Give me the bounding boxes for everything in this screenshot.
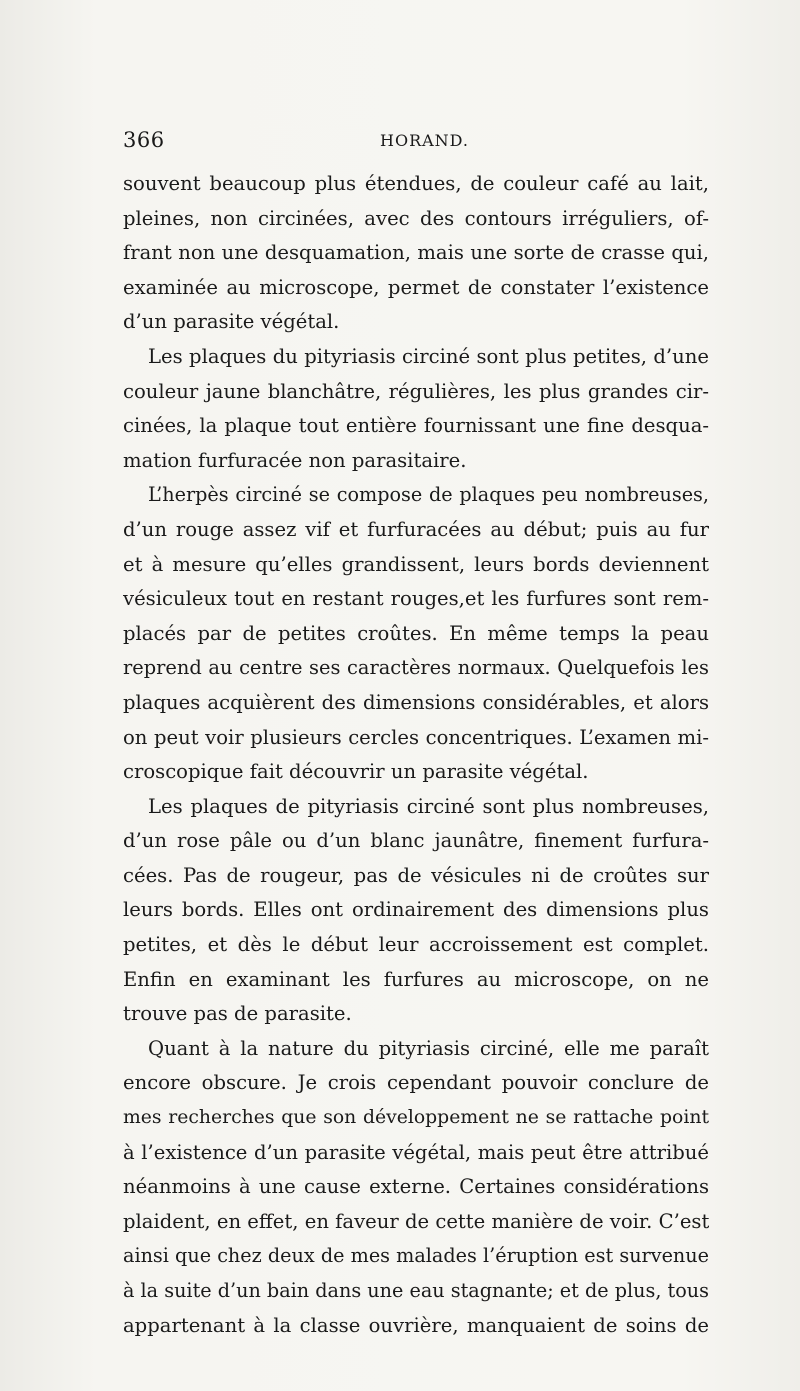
- text-line: leurs bords. Elles ont ordinairement des dimensions plus: [123, 898, 709, 922]
- text-line: néanmoins à une cause externe. Certaines considérations: [123, 1175, 709, 1199]
- text-line: couleur jaune blanchâtre, régulières, les plus grandes cir-: [123, 379, 709, 403]
- text-line: encore obscure. Je crois cependant pouvoir conclure de: [123, 1071, 709, 1095]
- text-line: et à mesure qu’elles grandissent, leurs bords deviennent: [123, 552, 709, 576]
- running-title: HORAND.: [380, 131, 470, 150]
- text-line: ainsi que chez deux de mes malades l’éruption est survenue: [123, 1244, 709, 1268]
- text-line: croscopique fait découvrir un parasite végétal.: [123, 760, 589, 784]
- text-line: mation furfuracée non parasitaire.: [123, 448, 467, 472]
- text-line: plaques acquièrent des dimensions considérables, et alors: [123, 690, 709, 714]
- text-line: cées. Pas de rougeur, pas de vésicules ni de croûtes sur: [123, 863, 709, 887]
- text-line: trouve pas de parasite.: [123, 1002, 352, 1026]
- text-line: cinées, la plaque tout entière fournissant une fine desqua-: [123, 414, 709, 438]
- text-line: d’un parasite végétal.: [123, 310, 340, 334]
- text-line: Quant à la nature du pityriasis circiné, elle me paraît: [148, 1036, 709, 1060]
- text-line: petites, et dès le début leur accroissement est complet.: [123, 933, 709, 957]
- text-line: Les plaques de pityriasis circiné sont plus nombreuses,: [148, 794, 709, 818]
- text-line: Enfin en examinant les furfures au microscope, on ne: [123, 967, 709, 991]
- text-line: frant non une desquamation, mais une sorte de crasse qui,: [123, 241, 709, 265]
- text-line: L’herpès circiné se compose de plaques peu nombreuses,: [148, 483, 709, 507]
- body-text: [123, 167, 709, 1343]
- text-line: plaident, en effet, en faveur de cette manière de voir. C’est: [123, 1209, 709, 1233]
- text-line: on peut voir plusieurs cercles concentriques. L’examen mi-: [123, 725, 709, 749]
- text-line: à l’existence d’un parasite végétal, mais peut être attribué: [123, 1140, 709, 1164]
- text-line: placés par de petites croûtes. En même temps la peau: [123, 621, 709, 645]
- text-line: mes recherches que son développement ne se rattache point: [123, 1107, 709, 1129]
- text-line: examinée au microscope, permet de constater l’existence: [123, 275, 709, 299]
- text-line: à la suite d’un bain dans une eau stagnante; et de plus, tous: [123, 1279, 709, 1302]
- text-line: Les plaques du pityriasis circiné sont plus petites, d’une: [148, 344, 709, 368]
- text-line: d’un rose pâle ou d’un blanc jaunâtre, finement furfura-: [123, 829, 709, 853]
- text-line: souvent beaucoup plus étendues, de couleur café au lait,: [123, 172, 709, 195]
- page-number: 366: [123, 128, 165, 152]
- text-line: appartenant à la classe ouvrière, manquaient de soins de: [123, 1313, 709, 1337]
- text-line: pleines, non circinées, avec des contours irréguliers, of-: [123, 206, 709, 230]
- page-header: [123, 128, 713, 158]
- text-line: vésiculeux tout en restant rouges,et les furfures sont rem-: [123, 587, 709, 611]
- text-line: d’un rouge assez vif et furfuracées au début; puis au fur: [123, 517, 709, 541]
- text-line: reprend au centre ses caractères normaux. Quelquefois les: [123, 656, 709, 680]
